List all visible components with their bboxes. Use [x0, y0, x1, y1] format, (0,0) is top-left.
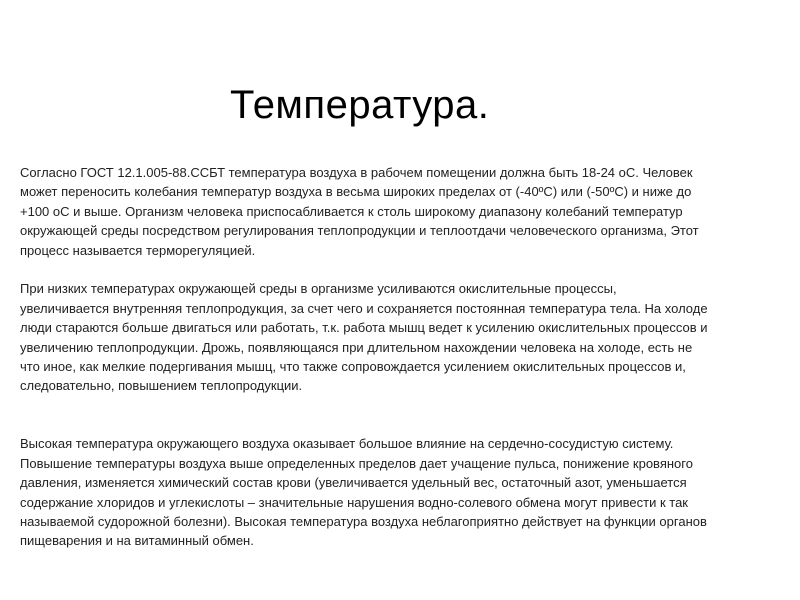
text-line: давления, изменяется химический состав крови (увеличивается удельный вес, остаточный азот, уменьшается	[20, 475, 687, 491]
text-line: процесс называется терморегуляцией.	[20, 242, 256, 258]
paragraph-low-temperatures	[20, 279, 800, 395]
text-line: +100 оС и выше. Организм человека приспосабливается к столь широкому диапазону колебаний температур	[20, 203, 683, 219]
slide-body	[20, 163, 800, 551]
text-line: Повышение температуры воздуха выше определенных пределов дает учащение пульса, понижение кровяного	[20, 455, 693, 471]
text-line: следовательно, повышением теплопродукции.	[20, 378, 303, 394]
text-line: Высокая температура окружающего воздуха оказывает большое влияние на сердечно-сосудистую систему.	[20, 436, 674, 452]
paragraph-high-temperatures	[20, 434, 800, 550]
paragraph-gost-norms	[20, 163, 800, 260]
text-line: люди стараются больше двигаться или работать, т.к. работа мышц ведет к усилению окислительных процессов и	[20, 320, 708, 336]
text-line: называемой судорожной болезни). Высокая температура воздуха неблагоприятно действует на функции органов	[20, 514, 707, 530]
text-line: При низких температурах окружающей среды в организме усиливаются окислительные процессы,	[20, 281, 617, 297]
text-line: что иное, как мелкие подергивания мышц, что также сопровождается усилением окислительных процессов и,	[20, 358, 686, 374]
paragraph-spacer	[20, 396, 800, 435]
text-line: Согласно ГОСТ 12.1.005-88.ССБТ температура воздуха в рабочем помещении должна быть 18-24 оС. Человек	[20, 165, 693, 180]
text-line: увеличивается внутренняя теплопродукция, за счет чего и сохраняется постоянная температура тела. На холоде	[20, 300, 708, 316]
text-line: увеличению теплопродукции. Дрожь, появляющаяся при длительном нахождении человека на холоде, есть не	[20, 339, 693, 355]
text-line: может переносить колебания температур воздуха в весьма широких пределах от (-40ºС) или (-50ºС) и ниже до	[20, 184, 692, 200]
slide-title: Температура.	[230, 83, 490, 127]
paragraph-spacer	[20, 260, 800, 279]
text-line: содержание хлоридов и углекислоты – значительные нарушения водно-солевого обмена могут привести к так	[20, 494, 688, 510]
text-line: пищеварения и на витаминный обмен.	[20, 533, 254, 549]
text-line: окружающей среды посредством регулирования теплопродукции и теплоотдачи человеческого организма, Этот	[20, 223, 699, 239]
